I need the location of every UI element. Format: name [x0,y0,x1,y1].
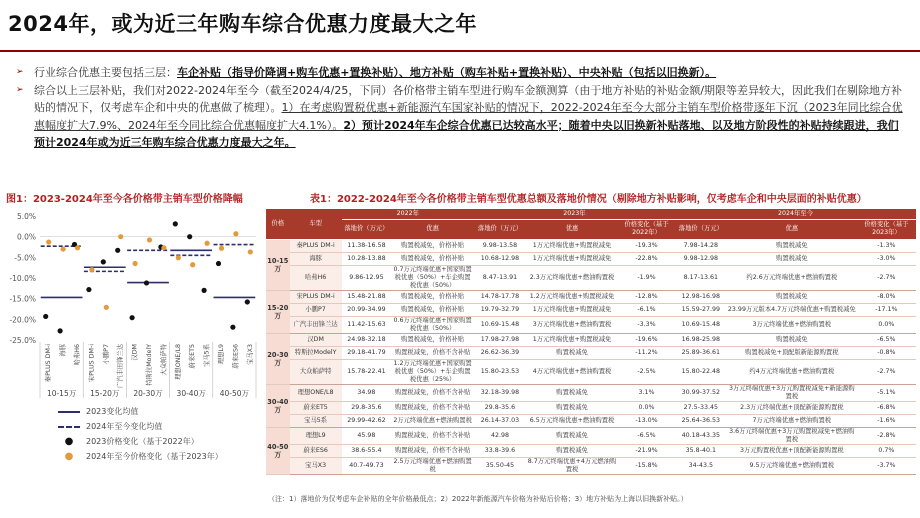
discount-2024-cell: 3.6万元终端优惠+3万元购置税减免+燃油购置税 [727,427,857,444]
change-2023-cell: -1.3% [857,239,916,252]
landing-2024-cell: 40.18-43.35 [675,427,727,444]
discount-2024-cell: 9.5万元终端优惠+燃油购置税 [727,457,857,474]
change-2022-cell: -1.9% [618,265,675,290]
landing-2023-cell: 8.47-13.91 [474,265,526,290]
table-row [266,359,916,384]
point-2023 [173,221,178,226]
point-2023 [245,299,250,304]
point-2024 [205,241,210,246]
price-band-cell: 15-20万 [266,290,290,333]
landing-2024-cell: 25.89-36.61 [675,346,727,359]
discount-2022-cell: 购置税减免，价格不含补贴 [391,384,474,401]
legend-2024-points [58,449,223,464]
landing-2024-cell: 25.64-36.53 [675,414,727,427]
discount-2024-cell: 约2.6万元终端优惠+燃油购置税 [727,265,857,290]
discount-2023-cell: 1万元终端优惠+购置税减免 [526,303,618,316]
legend-2023-mean [58,404,223,419]
point-2024 [89,267,94,272]
landing-2023-cell: 29.8-35.6 [474,401,526,414]
point-2024 [118,234,123,239]
discount-2022-cell: 1.2万元终端优惠+国家购置税优惠（50%）+车企购置税优惠（25%） [391,359,474,384]
landing-2024-cell: 12.98-16.98 [675,290,727,303]
model-cell: 理想ONE/L8 [290,384,342,401]
change-2023-cell: -2.7% [857,265,916,290]
point-2024 [104,305,109,310]
table-row [266,239,916,252]
discount-2024-cell: 3万元购置税优惠+顶配新能源购置税 [727,444,857,457]
landing-2024-cell: 8.17-13.61 [675,265,727,290]
point-2023 [144,280,149,285]
model-cell: 汉DM [290,333,342,346]
model-cell: 广汽丰田锋兰达 [290,316,342,333]
landing-2023-cell: 26.14-37.03 [474,414,526,427]
point-2023 [130,315,135,320]
table-row [266,265,916,290]
point-2024 [161,245,166,250]
category-label: 秦PLUS DM-i [45,344,53,383]
change-2023-cell: -2.8% [857,427,916,444]
summary-bullets [8,64,908,152]
category-label: 海豚 [59,344,67,357]
category-label: 汉DM [131,344,139,361]
model-cell: 宋PLUS DM-i [290,290,342,303]
discount-2024-cell: 约4万元终端优惠+燃油购置税 [727,359,857,384]
landing-2022-cell: 15.48-21.88 [342,290,392,303]
landing-2022-cell: 38.6-55.4 [342,444,392,457]
bullet-1 [8,64,908,82]
bullet-2-part3: 2）预计2024年车企综合优惠已达较高水平； [343,118,569,132]
legend-2023-points [58,434,223,449]
y-tick-label: -20.0% [9,315,36,325]
landing-2023-cell: 10.68-12.98 [474,252,526,265]
discount-2024-cell: 购置税减免 [727,239,857,252]
point-2023 [216,261,221,266]
landing-2022-cell: 24.98-32.18 [342,333,392,346]
change-2022-cell: 0.0% [618,401,675,414]
point-2024 [147,237,152,242]
landing-2024-cell: 35.8-40.1 [675,444,727,457]
arrow-icon: ➢ [16,84,24,95]
discount-2024-cell: 购置税减免+顶配版新能源购置税 [727,346,857,359]
landing-2022-cell: 34.98 [342,384,392,401]
bullet-2-part1: 综合以上三层补贴，我们对2022-2024年至今（截至2024/4/25，下同）各价格带主销车型进行购车金额测算（由于地方补贴的补贴金额/期限等差异较大，因此我们在剔除地方补贴的情况下，仅考虑车企和中央的优惠做了梳理）。 [34,83,903,114]
discount-2024-cell: 购置税减免 [727,333,857,346]
landing-2023-cell: 35.50-45 [474,457,526,474]
group-label: 40-50万 [219,389,250,398]
col-discount-2023: 优惠 [526,219,618,239]
col-price: 价格 [266,209,290,239]
table-row [266,401,916,414]
change-2022-cell: -2.5% [618,359,675,384]
y-tick-label: 5.0% [16,212,36,221]
col-discount-2024: 优惠 [727,219,857,239]
model-cell: 蔚来ES6 [290,444,342,457]
point-2024 [190,262,195,267]
landing-2023-cell: 26.62-36.39 [474,346,526,359]
point-2024 [61,246,66,251]
model-cell: 理想L9 [290,427,342,444]
table-row [266,384,916,401]
category-label: 理想ONE/L8 [174,344,182,380]
change-2022-cell: -6.1% [618,303,675,316]
change-2023-cell: -8.0% [857,290,916,303]
landing-2024-cell: 9.98-12.98 [675,252,727,265]
table-row [266,252,916,265]
col-landing-2024: 落地价（万元） [675,219,727,239]
landing-2022-cell: 11.42-15.63 [342,316,392,333]
change-2022-cell: -22.8% [618,252,675,265]
model-cell: 秦PLUS DM-i [290,239,342,252]
price-band-cell: 10-15万 [266,239,290,290]
legend-label: 2024年至今变化均值 [86,422,163,431]
table-row [266,333,916,346]
discount-2022-cell: 购置税减免，价格不含补贴 [391,401,474,414]
landing-2024-cell: 34-43.5 [675,457,727,474]
point-2024 [248,249,253,254]
landing-2022-cell: 11.38-16.58 [342,239,392,252]
change-2022-cell: -19.3% [618,239,675,252]
change-2023-cell: -5.1% [857,384,916,401]
col-2024: 2024年至今 [675,209,916,219]
point-2023 [58,328,63,333]
point-2024 [219,246,224,251]
point-2023 [187,234,192,239]
landing-2022-cell: 9.86-12.95 [342,265,392,290]
point-2024 [46,239,51,244]
landing-2023-cell: 9.98-13.58 [474,239,526,252]
landing-2023-cell: 10.69-15.48 [474,316,526,333]
model-cell: 小鹏P7 [290,303,342,316]
price-band-cell: 40-50万 [266,427,290,474]
model-cell: 特斯拉ModelY [290,346,342,359]
col-landing-2023: 落地价（万元） [474,219,526,239]
discount-2023-cell: 购置税减免 [526,401,618,414]
change-2022-cell: -6.5% [618,427,675,444]
table-row [266,346,916,359]
discount-2022-cell: 2万元终端优惠+燃油购置税 [391,414,474,427]
table-note: （注：1）落地价为仅考虑车企补贴的全年价格最低点；2）2022年新能源汽车价格为补贴后价格；3）地方补贴为上海以旧换新补贴。） [268,495,688,503]
orange-dot-swatch: ● [64,450,74,462]
y-tick-label: -10.0% [9,274,36,283]
table-row [266,457,916,474]
category-label: 广汽丰田锋兰达 [117,344,125,389]
category-label: 特斯拉ModelY [146,344,153,386]
discount-2024-cell: 3万元终端优惠+燃油购置税 [727,316,857,333]
landing-2022-cell: 10.28-13.88 [342,252,392,265]
page-title: 2024年，或为近三年购车综合优惠力度最大之年 [8,12,477,36]
category-label: 小鹏P7 [102,344,110,365]
bullet-2-part4: 随着中央以旧换新补贴落地、以及地方阶段性的补贴持续跟进，我们预计2024年或为近三年购车综合优惠力度最大之年。 [34,118,899,149]
discount-2023-cell: 购置税减免 [526,384,618,401]
col-landing-2022: 落地价（万元） [342,219,392,239]
legend-label: 2023变化均值 [86,407,139,416]
discount-2023-cell: 6.5万元终端优惠+燃油购置税 [526,414,618,427]
change-2023-cell: -6.8% [857,401,916,414]
change-2022-cell: -11.2% [618,346,675,359]
table-title: 表1：2022-2024年至今各价格带主销车型优惠总额及落地价情况（剔除地方补贴影响，仅考虑车企和中央层面的补贴优惠） [310,194,867,205]
category-label: 宝马5系 [203,344,211,367]
landing-2024-cell: 27.5-33.45 [675,401,727,414]
discount-2024-cell: 2.3万元终端优惠+顶配新能源购置税 [727,401,857,414]
discount-2023-cell: 1万元终端优惠+购置税减免 [526,333,618,346]
table-row [266,444,916,457]
change-2022-cell: -21.9% [618,444,675,457]
table-row [266,316,916,333]
landing-2024-cell: 30.99-37.52 [675,384,727,401]
discount-2023-cell: 购置税减免 [526,444,618,457]
point-2023 [86,287,91,292]
landing-2023-cell: 32.18-39.98 [474,384,526,401]
dashed-line-swatch [58,426,80,428]
change-2023-cell: -17.1% [857,303,916,316]
bullet-1-bold: 车企补贴（指导价降调+购车优惠+置换补贴）、地方补贴（购车补贴+置换补贴）、中央补贴（包括以旧换新）。 [177,66,717,79]
figure-title: 图1：2023-2024年至今各价格带主销车型价格降幅 [6,194,243,205]
discount-2024-cell: 3万元终端优惠+3万元购置税减免+新能源购置税 [727,384,857,401]
legend-label: 2024年至今价格变化（基于2023年） [86,452,223,461]
table-row [266,290,916,303]
change-2022-cell: -3.3% [618,316,675,333]
discount-2022-cell: 购置税减免，价格补贴 [391,239,474,252]
landing-2024-cell: 10.69-15.48 [675,316,727,333]
price-band-cell: 30-40万 [266,384,290,427]
table-row [266,303,916,316]
point-2024 [75,245,80,250]
discount-2023-cell: 1万元终端优惠+购置税减免 [526,252,618,265]
discount-2023-cell: 购置税减免 [526,346,618,359]
discount-2024-cell: 购置税减免 [727,252,857,265]
black-dot-swatch: ● [64,435,74,447]
solid-line-swatch [58,411,80,413]
discount-2022-cell: 购置税减免，价格补贴 [391,290,474,303]
point-2024 [133,261,138,266]
discount-2024-cell: 购置税减免 [727,290,857,303]
landing-2022-cell: 40.7-49.73 [342,457,392,474]
landing-2022-cell: 29.8-35.6 [342,401,392,414]
group-label: 20-30万 [133,389,163,398]
landing-2022-cell: 20.99-34.99 [342,303,392,316]
landing-2024-cell: 15.80-22.48 [675,359,727,384]
change-2023-cell: -6.5% [857,333,916,346]
arrow-icon: ➢ [16,67,24,77]
landing-2024-cell: 16.98-25.98 [675,333,727,346]
discount-2022-cell: 购置税减免，价格不含补贴 [391,444,474,457]
discount-2024-cell: 23.99万元版本4.7万元终端优惠+购置税减免 [727,303,857,316]
landing-2022-cell: 45.98 [342,427,392,444]
landing-2023-cell: 33.8-39.6 [474,444,526,457]
landing-2024-cell: 15.59-27.99 [675,303,727,316]
change-2023-cell: -3.0% [857,252,916,265]
discount-2023-cell: 8.7万元终端优惠+4万元燃油购置税 [527,457,617,473]
landing-2023-cell: 14.78-17.78 [474,290,526,303]
change-2022-cell: -19.6% [618,333,675,346]
change-2022-cell: -12.8% [618,290,675,303]
discount-2022-cell: 购置税减免，价格补贴 [391,303,474,316]
y-tick-label: -5.0% [14,253,36,263]
change-2023-cell: 0.0% [857,316,916,333]
change-2023-cell: -1.6% [857,414,916,427]
legend-2024-mean [58,419,223,434]
bullet-1-prefix: 行业综合优惠主要包括三层： [34,66,177,79]
discount-2022-cell: 购置税减免，价格补贴 [391,333,474,346]
change-2023-cell: -2.7% [857,359,916,384]
landing-2023-cell: 19.79-32.79 [474,303,526,316]
col-2023: 2023年 [474,209,675,219]
model-cell: 宝马X3 [290,457,342,474]
discount-2022-cell: 0.6万元终端优惠+国家购置税优惠（50%） [391,316,474,333]
category-label: 理想L9 [218,344,225,365]
model-cell: 宝马5系 [290,414,342,427]
landing-2023-cell: 15.80-23.53 [474,359,526,384]
y-tick-label: -15.0% [9,294,36,304]
col-2022: 2022年 [342,209,474,219]
point-2023 [230,325,235,330]
discount-2022-cell: 购置税减免，价格不含补贴 [391,427,474,444]
model-cell: 哈弗H6 [290,265,342,290]
change-2023-cell: 0.7% [857,444,916,457]
point-2023 [115,248,120,253]
discount-2022-cell: 0.7万元终端优惠+国家购置税优惠（50%）+车企购置税优惠（50%） [391,265,474,290]
change-2022-cell: -13.0% [618,414,675,427]
change-2023-cell: -0.8% [857,346,916,359]
y-tick-label: 0.0% [16,232,36,242]
table-row [266,427,916,444]
col-discount-2022: 优惠 [391,219,474,239]
change-2022-cell: -15.8% [618,457,675,474]
col-change-2022: 价格变化（基于2022年） [618,219,675,239]
model-cell: 海豚 [290,252,342,265]
group-label: 30-40万 [176,389,206,398]
discount-2023-cell: 1.2万元终端优惠+购置税减免 [526,290,618,303]
table-row [266,414,916,427]
discount-table [266,209,916,475]
point-2024 [233,231,238,236]
legend-label: 2023价格变化（基于2022年） [86,437,199,446]
col-model: 车型 [290,209,342,239]
landing-2022-cell: 29.18-41.79 [342,346,392,359]
category-label: 蔚来ES6 [232,344,240,369]
point-2024 [176,255,181,260]
col-change-2023: 价格变化（基于2023年） [857,219,916,239]
point-2023 [43,314,48,319]
price-band-cell: 20-30万 [266,333,290,384]
category-label: 哈弗H6 [74,344,81,366]
discount-2023-cell: 2.3万元终端优惠+燃油购置税 [526,265,618,290]
group-label: 15-20万 [90,389,120,398]
change-2022-cell: 3.1% [618,384,675,401]
model-cell: 蔚来ET5 [290,401,342,414]
discount-2023-cell: 3万元终端优惠+燃油购置税 [526,316,618,333]
change-2023-cell: -3.7% [857,457,916,474]
landing-2022-cell: 29.99-42.62 [342,414,392,427]
discount-2022-cell: 2.5万元终端优惠+燃油购置税 [391,457,474,474]
group-label: 10-15万 [46,389,77,398]
landing-2022-cell: 15.78-22.41 [342,359,392,384]
point-2023 [101,259,106,264]
discount-2023-cell: 1万元终端优惠+购置税减免 [526,239,618,252]
landing-2024-cell: 7.98-14.28 [675,239,727,252]
category-label: 宋PLUS DM-i [88,344,96,383]
chart-legend [58,404,223,464]
category-label: 蔚来ET5 [189,344,197,369]
title-divider [0,50,920,52]
bullet-2 [8,82,908,152]
model-cell: 大众帕萨特 [290,359,342,384]
discount-2023-cell: 购置税减免 [526,427,618,444]
discount-2024-cell: 7万元终端优惠+燃油购置税 [727,414,857,427]
landing-2023-cell: 17.98-27.98 [474,333,526,346]
landing-2023-cell: 42.98 [474,427,526,444]
discount-2022-cell: 购置税减免，价格补贴 [391,252,474,265]
category-label: 大众帕萨特 [160,344,168,376]
discount-2023-cell: 4万元终端优惠+燃油购置税 [526,359,618,384]
y-tick-label: -25.0% [9,336,36,345]
point-2023 [202,288,207,293]
bullet-2-part2: 1）在考虑购置税优惠+新能源汽车国家补贴的情况下，2022-2024年至今大部分主销车型价格带逐年下沉（2023年同比综合优惠幅度扩大7.9%、2024年至今同比综合优惠幅度扩大4.1%）。 [34,101,903,132]
category-label: 宝马X3 [246,344,254,365]
discount-2022-cell: 购置税减免，价格不含补贴 [391,346,474,359]
